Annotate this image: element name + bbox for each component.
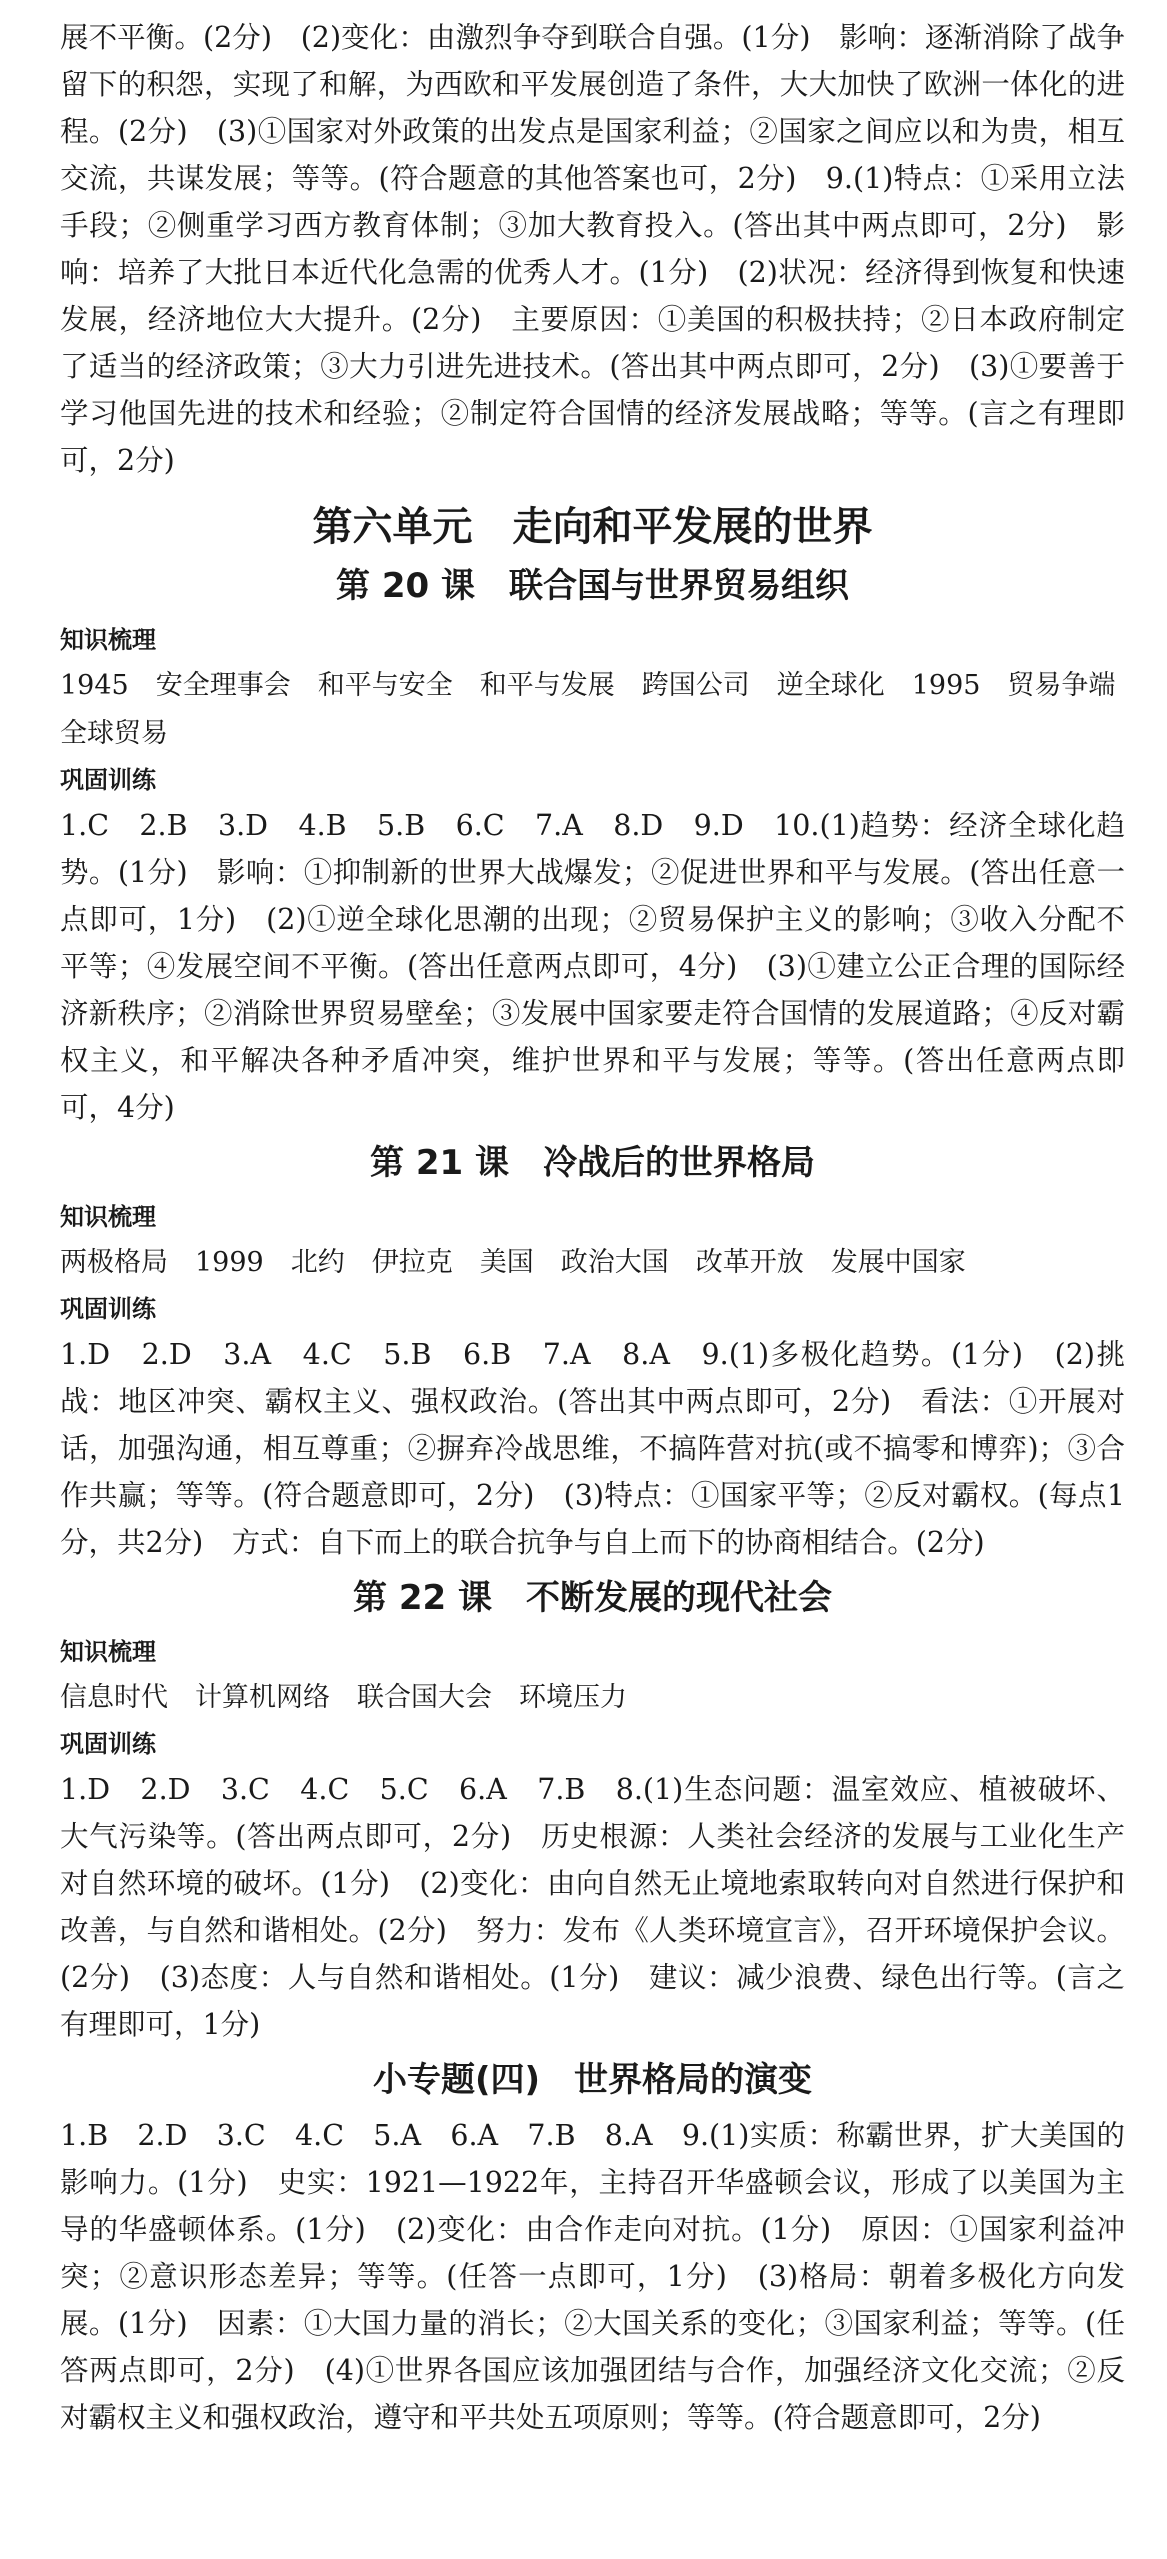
practice-answers: 1.D 2.D 3.C 4.C 5.C 6.A 7.B 8.(1)生态问题：温室效应、植被破坏、大气污染等。(答出两点即可，2分) 历史根源：人类社会经济的发展与工业化生产对自然环境的破坏。(1分) (2)变化：由向自然无止境地索取转向对自然进行保护和改善，与自然和谐相处。(2分) 努力：发布《人类环境宣言》，召开环境保护会议。(2分) (3)态度：人与自然和谐相处。(1分) 建议：减少浪费、绿色出行等。(言之有理即可，1分) <box>60 1773 1125 2041</box>
special-topic-title: 小专题(四) 世界格局的演变 <box>372 2060 813 2100</box>
lesson-title: 第 22 课 不断发展的现代社会 <box>353 1578 832 1618</box>
practice-label: 巩固训练 <box>60 766 156 794</box>
lesson-title: 第 21 课 冷战后的世界格局 <box>370 1143 815 1183</box>
unit-title: 第六单元 走向和平发展的世界 <box>312 504 873 550</box>
lesson-title: 第 20 课 联合国与世界贸易组织 <box>336 566 849 606</box>
knowledge-label: 知识梳理 <box>60 626 156 654</box>
special-topic-section <box>60 2056 1125 2441</box>
practice-answers: 1.D 2.D 3.A 4.C 5.B 6.B 7.A 8.A 9.(1)多极化趋势。(1分) (2)挑战：地区冲突、霸权主义、强权政治。(答出其中两点即可，2分) 看法：①开展对话，加强沟通，相互尊重；②摒弃冷战思维，不搞阵营对抗(或不搞零和博弈)；③合作共赢；等等。(符合题意即可，2分) (3)特点：①国家平等；②反对霸权。(每点1分，共2分) 方式：自下而上的联合抗争与自上而下的协商相结合。(2分) <box>60 1338 1125 1559</box>
lesson-21-section <box>60 1139 1125 1566</box>
practice-label: 巩固训练 <box>60 1730 156 1758</box>
knowledge-label: 知识梳理 <box>60 1203 156 1231</box>
previous-unit-answers: 展不平衡。(2分) (2)变化：由激烈争夺到联合自强。(1分) 影响：逐渐消除了战争留下的积怨，实现了和解，为西欧和平发展创造了条件，大大加快了欧洲一体化的进程。(2分) (3)①国家对外政策的出发点是国家利益；②国家之间应以和为贵，相互交流，共谋发展；等等。(符合题意的其他答案也可，2分) 9.(1)特点：①采用立法手段；②侧重学习西方教育体制；③加大教育投入。(答出其中两点即可，2分) 影响：培养了大批日本近代化急需的优秀人才。(1分) (2)状况：经济得到恢复和快速发展，经济地位大大提升。(2分) 主要原因：①美国的积极扶持；②日本政府制定了适当的经济政策；③大力引进先进技术。(答出其中两点即可，2分) (3)①要善于学习他国先进的技术和经验；②制定符合国情的经济发展战略；等等。(言之有理即可，2分) <box>60 21 1125 477</box>
practice-label: 巩固训练 <box>60 1295 156 1323</box>
lesson-22-section <box>60 1574 1125 2048</box>
knowledge-keywords: 1945 安全理事会 和平与安全 和平与发展 跨国公司 逆全球化 1995 贸易争端 全球贸易 <box>60 670 1143 749</box>
knowledge-label: 知识梳理 <box>60 1638 156 1666</box>
practice-answers: 1.C 2.B 3.D 4.B 5.B 6.C 7.A 8.D 9.D 10.(1)趋势：经济全球化趋势。(1分) 影响：①抑制新的世界大战爆发；②促进世界和平与发展。(答出任意一点即可，1分) (2)①逆全球化思潮的出现；②贸易保护主义的影响；③收入分配不平等；④发展空间不平衡。(答出任意两点即可，4分) (3)①建立公正合理的国际经济新秩序；②消除世界贸易壁垒；③发展中国家要走符合国情的发展道路；④反对霸权主义，和平解决各种矛盾冲突，维护世界和平与发展；等等。(答出任意两点即可，4分) <box>60 809 1125 1124</box>
lesson-20-section <box>60 562 1143 1131</box>
knowledge-keywords: 两极格局 1999 北约 伊拉克 美国 政治大国 改革开放 发展中国家 <box>60 1247 966 1278</box>
knowledge-keywords: 信息时代 计算机网络 联合国大会 环境压力 <box>60 1682 627 1713</box>
special-topic-answers: 1.B 2.D 3.C 4.C 5.A 6.A 7.B 8.A 9.(1)实质：称霸世界，扩大美国的影响力。(1分) 史实：1921—1922年，主持召开华盛顿会议，形成了以美国为主导的华盛顿体系。(1分) (2)变化：由合作走向对抗。(1分) 原因：①国家利益冲突；②意识形态差异；等等。(任答一点即可，1分) (3)格局：朝着多极化方向发展。(1分) 因素：①大国力量的消长；②大国关系的变化；③国家利益；等等。(任答两点即可，2分) (4)①世界各国应该加强团结与合作，加强经济文化交流；②反对霸权主义和强权政治，遵守和平共处五项原则；等等。(符合题意即可，2分) <box>60 2119 1125 2434</box>
